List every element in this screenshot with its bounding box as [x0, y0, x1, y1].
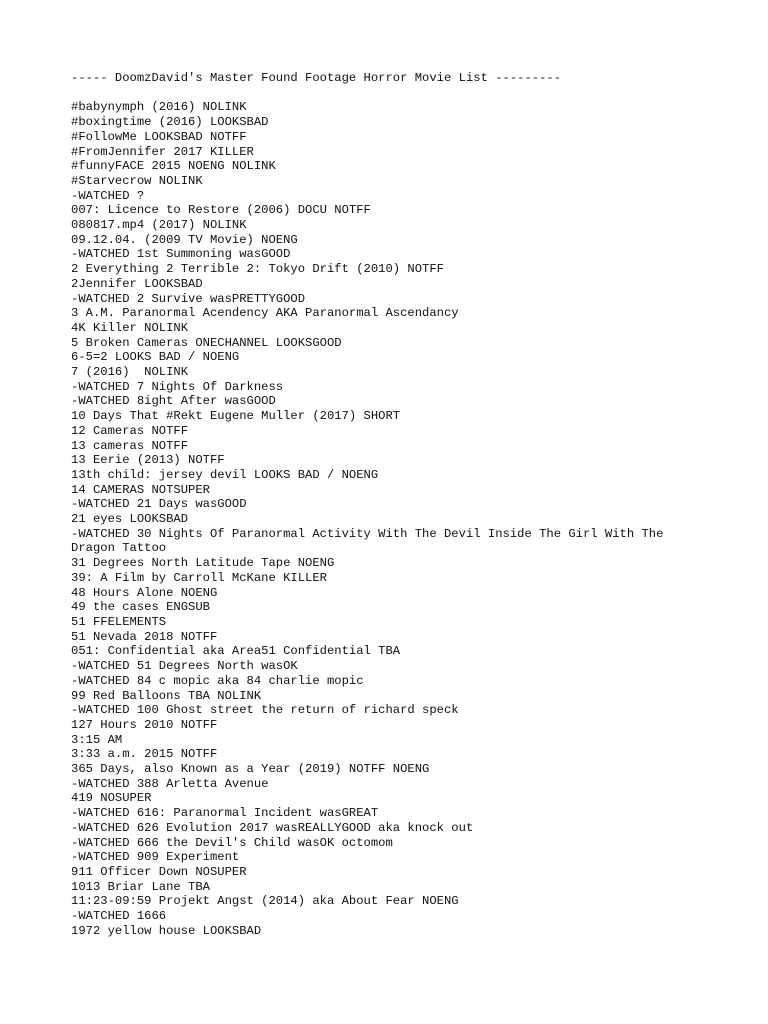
movie-list-item: -WATCHED 100 Ghost street the return of richard speck	[71, 703, 459, 718]
movie-list-item: -WATCHED 1666	[71, 909, 167, 924]
movie-list-item: 13 Eerie (2013) NOTFF	[71, 453, 225, 468]
movie-list-item: -WATCHED 84 c mopic aka 84 charlie mopic	[71, 673, 364, 688]
document-heading: ----- DoomzDavid's Master Found Footage Horror Movie List ---------	[71, 71, 562, 85]
movie-list-item: 09.12.04. (2009 TV Movie) NOENG	[71, 232, 298, 247]
movie-list-item: #babynymph (2016) NOLINK	[71, 100, 247, 115]
movie-list-item: 51 Nevada 2018 NOTFF	[71, 629, 218, 644]
movie-list-item: #boxingtime (2016) LOOKSBAD	[71, 115, 269, 130]
movie-list-item: 5 Broken Cameras ONECHANNEL LOOKSGOOD	[71, 335, 342, 350]
movie-list-item: 6-5=2 LOOKS BAD / NOENG	[71, 350, 240, 365]
movie-list-item: -WATCHED ?	[71, 188, 145, 203]
movie-list-item: 3:33 a.m. 2015 NOTFF	[71, 747, 218, 762]
movie-list-item: -WATCHED 7 Nights Of Darkness	[71, 379, 284, 394]
movie-list-item: 48 Hours Alone NOENG	[71, 585, 218, 600]
movie-list-item: -WATCHED 388 Arletta Avenue	[71, 776, 269, 791]
movie-list-item: 14 CAMERAS NOTSUPER	[71, 482, 210, 497]
movie-list-item: #FollowMe LOOKSBAD NOTFF	[71, 129, 247, 144]
movie-list-item: 3:15 AM	[71, 732, 123, 747]
movie-list-item: -WATCHED 2 Survive wasPRETTYGOOD	[71, 291, 306, 306]
movie-list	[71, 100, 711, 938]
movie-list-item: 3 A.M. Paranormal Acendency AKA Paranormal Ascendancy	[71, 306, 459, 321]
movie-list-item: 12 Cameras NOTFF	[71, 423, 189, 438]
movie-list-item: 10 Days That #Rekt Eugene Muller (2017) SHORT	[71, 409, 401, 424]
movie-list-item: 13 cameras NOTFF	[71, 438, 189, 453]
movie-list-item: 1972 yellow house LOOKSBAD	[71, 923, 262, 938]
document-page	[71, 71, 711, 938]
movie-list-item: 4K Killer NOLINK	[71, 320, 189, 335]
movie-list-item: #Starvecrow NOLINK	[71, 173, 203, 188]
movie-list-item: 127 Hours 2010 NOTFF	[71, 717, 218, 732]
movie-list-item: 051: Confidential aka Area51 Confidential TBA	[71, 644, 401, 659]
movie-list-item: 2 Everything 2 Terrible 2: Tokyo Drift (2010) NOTFF	[71, 262, 444, 277]
movie-list-item: 2Jennifer LOOKSBAD	[71, 276, 203, 291]
movie-list-item: 11:23-09:59 Projekt Angst (2014) aka About Fear NOENG	[71, 894, 459, 909]
movie-list-item: -WATCHED 666 the Devil's Child wasOK octomom	[71, 835, 393, 850]
movie-list-item: -WATCHED 626 Evolution 2017 wasREALLYGOOD aka knock out	[71, 820, 474, 835]
movie-list-item: 21 eyes LOOKSBAD	[71, 512, 189, 527]
movie-list-item: -WATCHED 51 Degrees North wasOK	[71, 659, 298, 674]
movie-list-item: #FromJennifer 2017 KILLER	[71, 144, 254, 159]
movie-list-item: -WATCHED 21 Days wasGOOD	[71, 497, 247, 512]
movie-list-item: 419 NOSUPER	[71, 791, 152, 806]
movie-list-item: -WATCHED 1st Summoning wasGOOD	[71, 247, 291, 262]
movie-list-item: 13th child: jersey devil LOOKS BAD / NOENG	[71, 467, 379, 482]
movie-list-item: #funnyFACE 2015 NOENG NOLINK	[71, 159, 276, 174]
movie-list-item: 365 Days, also Known as a Year (2019) NOTFF NOENG	[71, 762, 430, 777]
movie-list-item: 99 Red Balloons TBA NOLINK	[71, 688, 262, 703]
movie-list-item: 7 (2016) NOLINK	[71, 365, 189, 380]
movie-list-item: -WATCHED 30 Nights Of Paranormal Activity With The Devil Inside The Girl With The Dragon Tattoo	[71, 526, 671, 556]
movie-list-item: 49 the cases ENGSUB	[71, 600, 210, 615]
movie-list-item: 31 Degrees North Latitude Tape NOENG	[71, 556, 335, 571]
movie-list-item: 51 FFELEMENTS	[71, 615, 167, 629]
movie-list-item: 1013 Briar Lane TBA	[71, 879, 210, 894]
movie-list-item: 007: Licence to Restore (2006) DOCU NOTFF	[71, 203, 371, 218]
movie-list-item: -WATCHED 8ight After wasGOOD	[71, 394, 276, 409]
movie-list-item: 911 Officer Down NOSUPER	[71, 864, 247, 879]
movie-list-item: -WATCHED 909 Experiment	[71, 850, 240, 865]
movie-list-item: 39: A Film by Carroll McKane KILLER	[71, 570, 327, 585]
movie-list-item: -WATCHED 616: Paranormal Incident wasGREAT	[71, 806, 379, 821]
movie-list-item: 080817.mp4 (2017) NOLINK	[71, 218, 247, 233]
